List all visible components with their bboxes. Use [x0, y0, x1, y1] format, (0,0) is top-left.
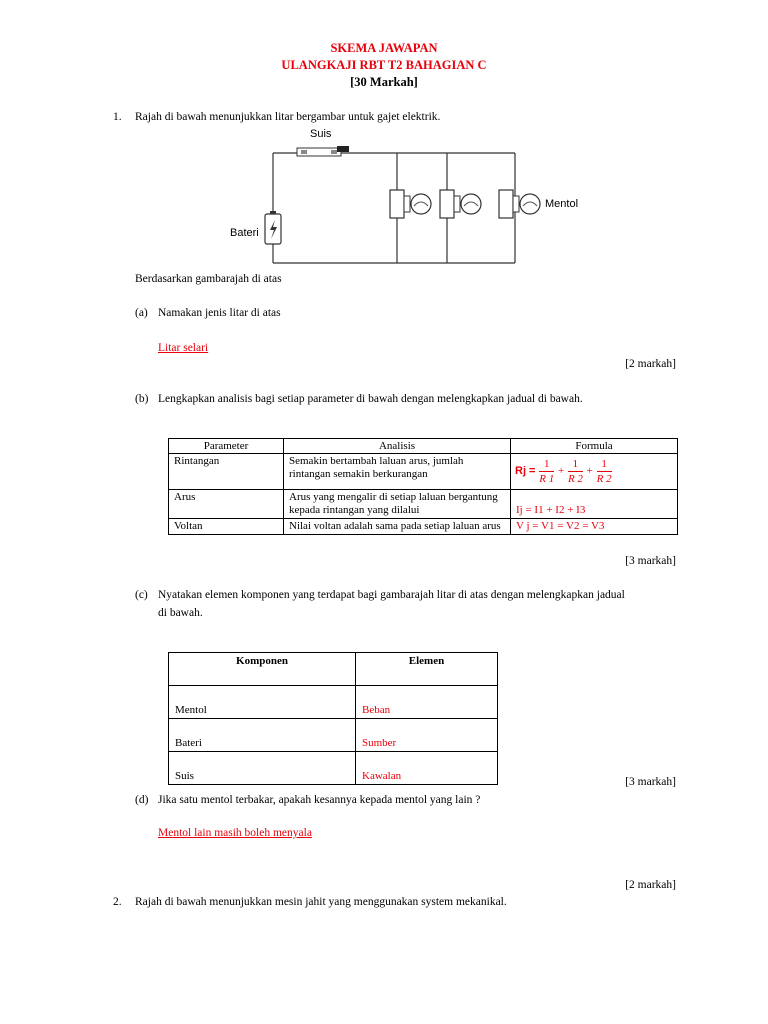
cell-analysis: Nilai voltan adalah sama pada setiap laluan arus [284, 519, 511, 535]
numerator: 1 [568, 457, 583, 472]
fraction-1 [539, 457, 554, 486]
cell-param: Rintangan [169, 454, 284, 490]
q1-number: 1. [113, 111, 122, 123]
doc-subtitle: ULANGKAJI RBT T2 BAHAGIAN C [281, 58, 487, 72]
cell-elemen: Sumber [356, 719, 498, 752]
cell-formula-arus: Ij = I1 + I2 + I3 [511, 490, 678, 519]
cell-param: Arus [169, 490, 284, 519]
circuit-svg [225, 128, 595, 268]
q1c-label: (c) [135, 589, 148, 601]
th-elemen: Elemen [356, 653, 498, 686]
denominator: R 2 [596, 473, 612, 485]
q2-text: Rajah di bawah menunjukkan mesin jahit yang menggunakan system mekanikal. [135, 896, 507, 908]
q1c-marks: [3 markah] [625, 776, 676, 788]
circuit-diagram [225, 128, 595, 268]
label-mentol: Mentol [545, 198, 579, 210]
bulb-symbol-2 [440, 190, 481, 218]
cell-elemen: Kawalan [356, 752, 498, 785]
numerator: 1 [597, 457, 612, 472]
q1b-marks: [3 markah] [625, 555, 676, 567]
doc-total-marks: [30 Markah] [350, 75, 418, 89]
cell-param: Voltan [169, 519, 284, 535]
q1d-answer: Mentol lain masih boleh menyala [158, 827, 312, 839]
table-row [169, 719, 498, 752]
cell-formula-rintangan [511, 454, 678, 490]
table-row [169, 454, 678, 490]
cell-komponen: Mentol [169, 686, 356, 719]
q1a-text: Namakan jenis litar di atas [158, 307, 281, 319]
q1a-answer: Litar selari [158, 342, 209, 354]
numerator: 1 [539, 457, 554, 472]
q1b-label: (b) [135, 393, 149, 405]
label-bateri: Bateri [230, 227, 259, 239]
q1d-text: Jika satu mentol terbakar, apakah kesannya kepada mentol yang lain ? [158, 794, 481, 806]
fraction-2 [568, 457, 583, 486]
denominator: R 2 [567, 473, 583, 485]
battery-symbol [265, 211, 281, 244]
table-header-row [169, 653, 498, 686]
th-analisis: Analisis [284, 439, 511, 454]
q1c-text-line1: Nyatakan elemen komponen yang terdapat bagi gambarajah litar di atas dengan melengkapkan jadual [158, 589, 625, 601]
switch-symbol [297, 146, 349, 156]
q1a-marks: [2 markah] [625, 358, 676, 370]
cell-formula-voltan: V j = V1 = V2 = V3 [511, 519, 678, 535]
cell-elemen: Beban [356, 686, 498, 719]
cell-analysis: Semakin bertambah laluan arus, jumlah rintangan semakin berkurangan [284, 454, 511, 490]
table-row [169, 686, 498, 719]
cell-komponen: Suis [169, 752, 356, 785]
element-table [168, 652, 498, 785]
plus-sign: + [586, 465, 593, 478]
table-row [169, 490, 678, 519]
analysis-table [168, 438, 678, 535]
table-row [169, 519, 678, 535]
plus-sign: + [557, 465, 565, 478]
q1b-text: Lengkapkan analisis bagi setiap parameter di bawah dengan melengkapkan jadual di bawah. [158, 393, 583, 405]
label-suis: Suis [310, 128, 332, 140]
table-header-row [169, 439, 678, 454]
th-komponen: Komponen [169, 653, 356, 686]
fraction-3 [597, 457, 612, 486]
bulb-symbol-3 [499, 190, 540, 218]
doc-title: SKEMA JAWAPAN [330, 41, 438, 55]
q1a-label: (a) [135, 307, 148, 319]
q1d-label: (d) [135, 794, 149, 806]
q1-based-text: Berdasarkan gambarajah di atas [135, 273, 282, 285]
q1d-marks: [2 markah] [625, 879, 676, 891]
q1c-text-line2: di bawah. [158, 607, 203, 619]
th-parameter: Parameter [169, 439, 284, 454]
q1-text: Rajah di bawah menunjukkan litar bergambar untuk gajet elektrik. [135, 111, 441, 123]
cell-komponen: Bateri [169, 719, 356, 752]
th-formula: Formula [511, 439, 678, 454]
denominator: R 1 [539, 473, 555, 485]
cell-analysis: Arus yang mengalir di setiap laluan bergantung kepada rintangan yang dilalui [284, 490, 511, 519]
bulb-symbol-1 [390, 190, 431, 218]
table-row [169, 752, 498, 785]
formula-prefix: Rj = [515, 465, 536, 478]
q2-number: 2. [113, 896, 122, 908]
